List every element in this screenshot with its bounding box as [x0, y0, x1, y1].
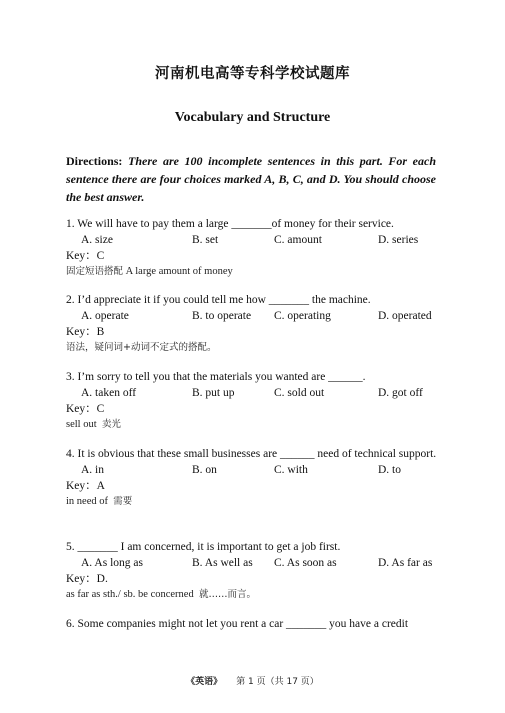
answer-key: Key：C: [66, 403, 105, 415]
answer-key: Key：B: [66, 326, 105, 338]
option-a: A. taken off: [81, 387, 137, 399]
answer-key: Key：C: [66, 250, 105, 262]
explanation-cn: 就……而言。: [198, 589, 256, 600]
option-b: B. As well as: [192, 557, 253, 569]
explanation: [66, 417, 438, 433]
question-1: [66, 216, 438, 280]
options-row: [66, 232, 438, 248]
question-2: [66, 292, 438, 356]
question-3: [66, 369, 438, 433]
question-6: [66, 616, 438, 632]
option-c: C. As soon as: [274, 557, 337, 569]
option-d: D. got off: [378, 387, 423, 399]
option-c: C. with: [274, 464, 308, 476]
explanation-cn: 语法，疑问词+动词不定式的搭配。: [66, 342, 217, 353]
explanation-en: sell out: [66, 419, 102, 430]
section-title: Vocabulary and Structure: [174, 110, 331, 125]
option-d: D. to: [378, 464, 401, 476]
explanation: [66, 340, 438, 356]
option-c: C. sold out: [274, 387, 325, 399]
page-footer: [0, 674, 505, 687]
options-row: [66, 385, 438, 401]
option-a: A. size: [81, 234, 113, 246]
explanation: [66, 494, 438, 510]
directions-text: There are 100 incomplete sentences in this part. For each sentence there are four choices marked A, B, C, and D. You should choose the best answer.: [66, 154, 436, 204]
question-stem: 1. We will have to pay them a large _______of money for their service.: [66, 218, 394, 230]
explanation: [66, 587, 438, 603]
option-c: C. amount: [274, 234, 322, 246]
explanation-cn: 需要: [113, 496, 133, 507]
question-stem: 6. Some companies might not let you rent a car _______ you have a credit: [66, 618, 409, 630]
footer-page-number: 第 1 页（共 17 页）: [236, 677, 319, 687]
option-d: D. As far as: [378, 557, 433, 569]
explanation-cn: 固定短语搭配: [66, 266, 124, 277]
question-stem: 4. It is obvious that these small businesses are ______ need of technical support.: [66, 448, 437, 460]
options-row: [66, 462, 438, 478]
option-b: B. put up: [192, 387, 235, 399]
question-5: [66, 539, 438, 603]
option-b: B. on: [192, 464, 217, 476]
question-stem: 5. _______ I am concerned, it is important to get a job first.: [66, 541, 341, 553]
answer-key: Key：D.: [66, 573, 108, 585]
explanation-en: as far as sth./ sb. be concerned: [66, 589, 199, 600]
option-b: B. set: [192, 234, 219, 246]
answer-key: Key：A: [66, 480, 105, 492]
option-b: B. to operate: [192, 310, 252, 322]
option-a: A. in: [81, 464, 104, 476]
directions-label: Directions:: [66, 154, 123, 168]
option-d: D. series: [378, 234, 419, 246]
explanation-en: in need of: [66, 496, 114, 507]
option-a: A. operate: [81, 310, 129, 322]
footer-book-title: 《英语》: [186, 677, 223, 687]
question-4: [66, 446, 438, 510]
explanation-en: A large amount of money: [123, 266, 233, 277]
explanation: [66, 264, 438, 280]
question-stem: 3. I’m sorry to tell you that the materials you wanted are ______.: [66, 371, 366, 383]
question-stem: 2. I’d appreciate it if you could tell me how _______ the machine.: [66, 294, 371, 306]
options-row: [66, 555, 438, 571]
option-c: C. operating: [274, 310, 331, 322]
directions: [66, 152, 436, 206]
school-title: 河南机电高等专科学校试题库: [155, 66, 350, 82]
option-d: D. operated: [378, 310, 432, 322]
option-a: A. As long as: [81, 557, 143, 569]
explanation-cn: 卖光: [101, 419, 121, 430]
options-row: [66, 308, 438, 324]
